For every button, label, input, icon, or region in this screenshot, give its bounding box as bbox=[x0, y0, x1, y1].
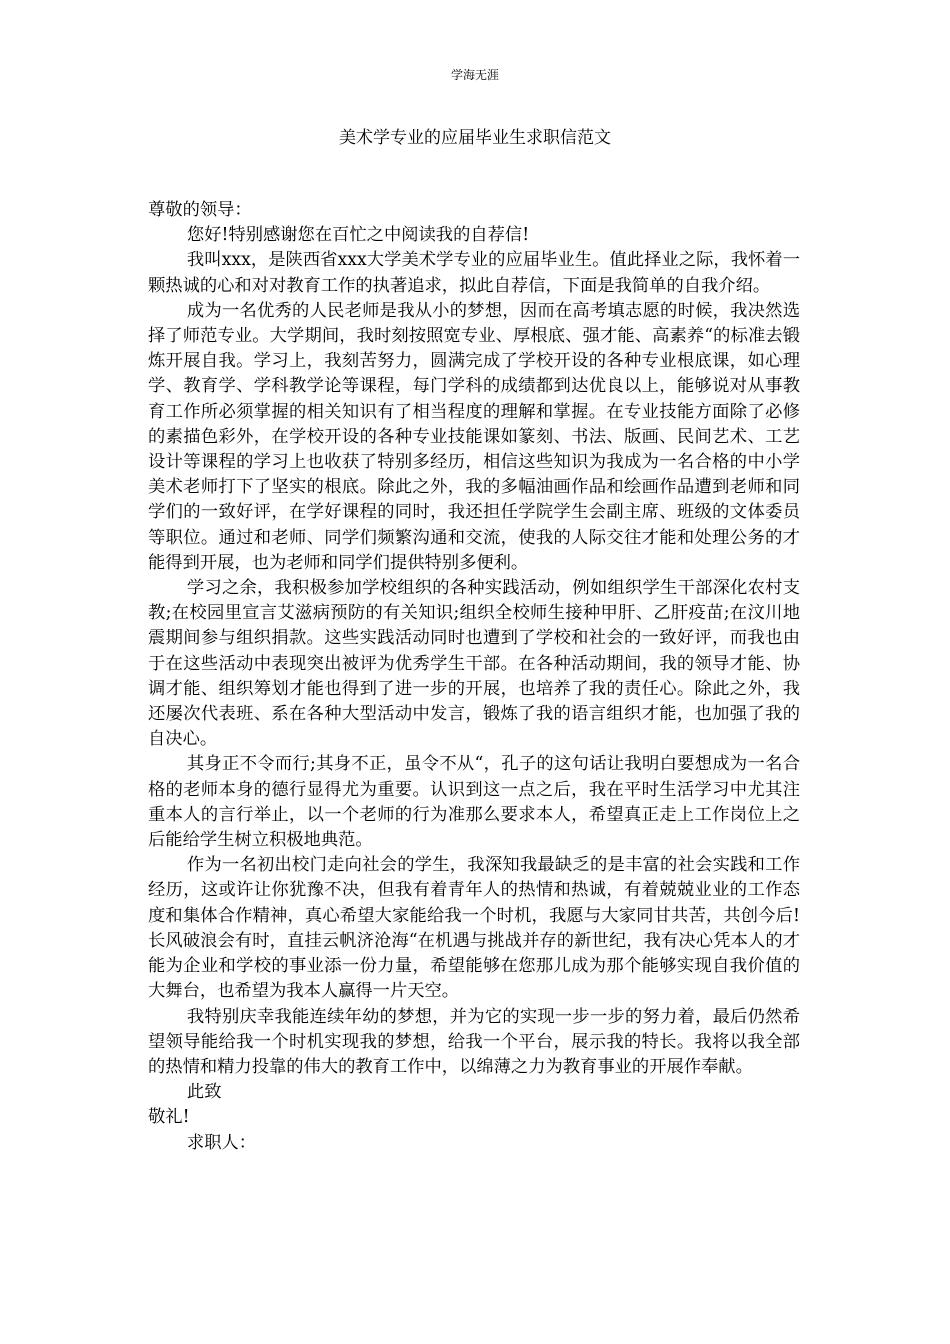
paragraph-aspiration: 作为一名初出校门走向社会的学生，我深知我最缺乏的是丰富的社会实践和工作经历，这或许让你犹豫不决，但我有着青年人的热情和热诚，有着兢兢业业的工作态度和集体合作精神，真心希望大家能给我一个时机，我愿与大家同甘共苦，共创今后!长风破浪会有时，直挂云帆济沧海“在机遇与挑战并存的新世纪，我有决心凭本人的才能为企业和学校的事业添一份力量，希望能够在您那儿成为那个能够实现自我价值的大舞台，也希望为我本人赢得一片天空。 bbox=[148, 855, 800, 1002]
document-title: 美术学专业的应届毕业生求职信范文 bbox=[339, 128, 611, 148]
paragraph-greeting: 您好!特别感谢您在百忙之中阅读我的自荐信! bbox=[186, 225, 530, 246]
paragraph-activities: 学习之余，我积极参加学校组织的各种实践活动，例如组织学生干部深化农村支教;在校园里宣言艾滋病预防的有关知识;组织全校师生接种甲肝、乙肝疫苗;在汶川地震期间参与组织捐款。这些实践活动同时也遭到了学校和社会的一致好评，而我也由于在这些活动中表现突出被评为优秀学生干部。在各种活动期间，我的领导才能、协调才能、组织筹划才能也得到了进一步的开展，也培养了我的责任心。除此之外，我还屡次代表班、系在各种大型活动中发言，锻炼了我的语言组织才能，也加强了我的自决心。 bbox=[148, 578, 800, 750]
letter-body bbox=[148, 198, 800, 1156]
signature-line: 求职人： bbox=[186, 1132, 257, 1153]
salutation: 尊敬的领导： bbox=[148, 200, 252, 220]
page-header: 学海无涯 bbox=[450, 68, 499, 82]
closing-regards: 此致 bbox=[186, 1082, 222, 1103]
paragraph-conclusion: 我特别庆幸我能连续年幼的梦想，并为它的实现一步一步的努力着，最后仍然希望领导能给我一个时机实现我的梦想，给我一个平台，展示我的特长。我将以我全部的热情和精力投靠的伟大的教育工作中，以绵薄之力为教育事业的开展作奉献。 bbox=[148, 1006, 800, 1077]
paragraph-introduction: 我叫xxx，是陕西省xxx大学美术学专业的应届毕业生。值此择业之际，我怀着一颗热诚的心和对对教育工作的执著追求，拟此自荐信，下面是我简单的自我介绍。 bbox=[148, 250, 800, 296]
closing-salute: 敬礼! bbox=[148, 1107, 190, 1128]
paragraph-education: 成为一名优秀的人民老师是我从小的梦想，因而在高考填志愿的时候，我决然选择了师范专业。大学期间，我时刻按照宽专业、厚根底、强才能、高素养“的标准去锻炼开展自我。学习上，我刻苦努力，圆满完成了学校开设的各种专业根底课，如心理学、教育学、学科教学论等课程，每门学科的成绩都到达优良以上，能够说对从事教育工作所必须掌握的相关知识有了相当程度的理解和掌握。在专业技能方面除了必修的素描色彩外，在学校开设的各种专业技能课如篆刻、书法、版画、民间艺术、工艺设计等课程的学习上也收获了特别多经历，相信这些知识为我成为一名合格的中小学美术老师打下了坚实的根底。除此之外，我的多幅油画作品和绘画作品遭到老师和同学们的一致好评，在学好课程的同时，我还担任学院学生会副主席、班级的文体委员等职位。通过和老师、同学们频繁沟通和交流，使我的人际交往才能和处理公务的才能得到开展，也为老师和同学们提供特别多便利。 bbox=[148, 300, 800, 573]
paragraph-morality: 其身正不令而行;其身不正，虽令不从“，孔子的这句话让我明白要想成为一名合格的老师本身的德行显得尤为重要。认识到这一点之后，我在平时生活学习中尤其注重本人的言行举止，以一个老师的行为准那么要求本人，希望真正走上工作岗位上之后能给学生树立积极地典范。 bbox=[148, 754, 800, 851]
